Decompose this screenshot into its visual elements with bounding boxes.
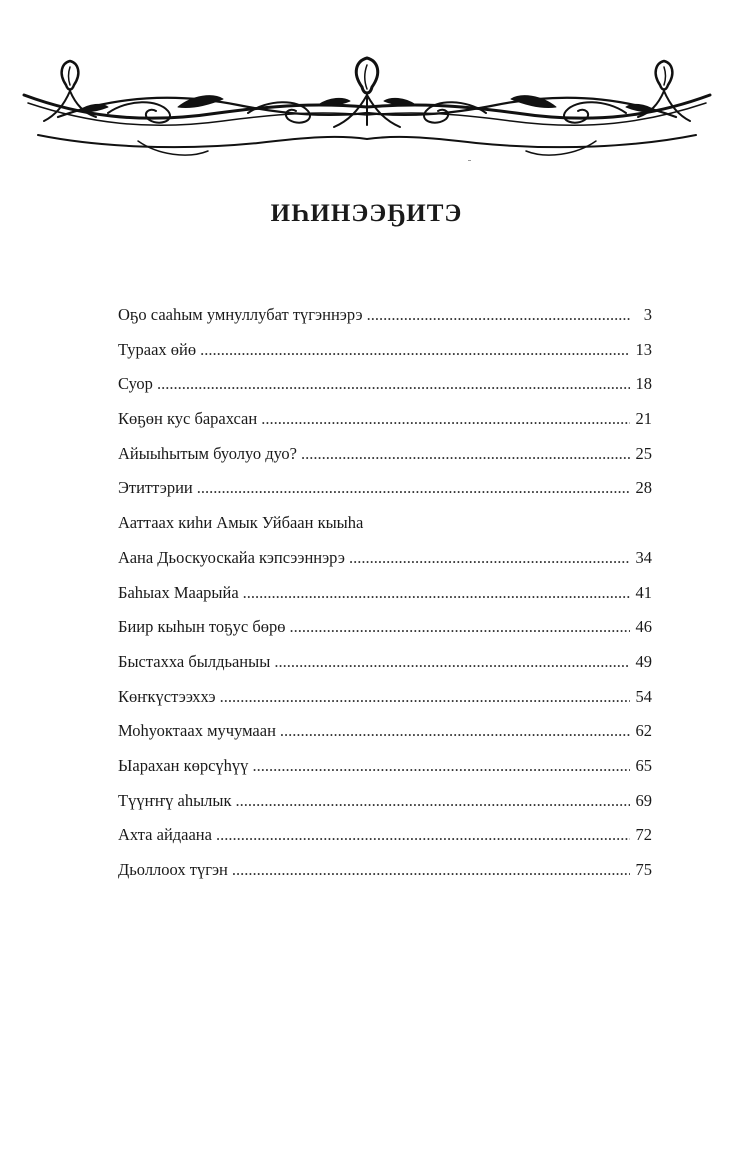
toc-leader-dots — [274, 645, 630, 680]
toc-entry-title: Түүҥҥү аһылык — [118, 790, 232, 810]
toc-leader-dots — [280, 714, 630, 749]
toc-entry — [118, 853, 652, 888]
toc-entry — [118, 610, 652, 645]
toc-entry — [118, 680, 652, 715]
toc-leader-dots — [243, 576, 630, 611]
toc-entry — [118, 437, 652, 472]
toc-leader-dots — [197, 471, 630, 506]
toc-entry-title: Этиттэрии — [118, 478, 193, 498]
toc-entry — [118, 541, 652, 576]
toc-entry-page: 21 — [635, 409, 652, 429]
toc-entry-title: Ыарахан көрсүһүү — [118, 755, 249, 775]
toc-entry-title: Оҕо сааһым умнуллубат түгэннэрэ — [118, 305, 363, 324]
toc-entry-title: Баһыах Маарыйа — [118, 582, 239, 602]
toc-entry-page: 41 — [635, 582, 652, 602]
toc-entry-page: 54 — [635, 686, 652, 706]
toc-entry-page: 28 — [635, 478, 652, 498]
toc-entry-page: 3 — [643, 305, 652, 324]
toc-entry-title: Көҕөн кус барахсан — [118, 409, 258, 429]
toc-leader-dots — [200, 333, 630, 368]
toc-leader-dots — [261, 402, 630, 437]
table-of-contents — [118, 298, 652, 888]
toc-entry-page: 13 — [635, 339, 652, 359]
toc-entry-page: 65 — [635, 755, 652, 775]
toc-leader-dots — [157, 367, 630, 402]
page-title: ИҺИНЭЭҔИТЭ — [270, 200, 463, 227]
toc-entry — [118, 298, 652, 333]
toc-entry-title: Суор — [118, 374, 153, 394]
toc-entry-page: 69 — [635, 790, 652, 810]
toc-entry-title: Дьоллоох түгэн — [118, 860, 228, 879]
ornamental-header-border — [18, 55, 716, 165]
toc-leader-dots — [220, 680, 630, 715]
toc-entry — [118, 749, 652, 784]
toc-leader-dots — [290, 610, 631, 645]
toc-entry-page: 49 — [635, 651, 652, 671]
scan-speck — [468, 160, 471, 161]
toc-entry — [118, 402, 652, 437]
toc-entry-title: Аана Дьоскуоскайа кэпсээннэрэ — [118, 547, 345, 567]
toc-entry — [118, 645, 652, 680]
toc-leader-dots — [252, 749, 630, 784]
toc-leader-dots — [367, 298, 630, 333]
toc-entry-title: Моһуоктаах мучумаан — [118, 721, 276, 741]
toc-entry — [118, 818, 652, 853]
toc-leader-dots — [301, 437, 630, 472]
toc-entry — [118, 714, 652, 749]
toc-entry-title: Көҥкүстээххэ — [118, 686, 216, 706]
toc-entry-title: Биир кыһын тоҕус бөрө — [118, 617, 286, 637]
toc-entry-page: 62 — [635, 721, 652, 741]
toc-entry-title: Айыыһытым буолуо дуо? — [118, 443, 298, 463]
toc-entry-title: Ахта айдаана — [118, 825, 212, 845]
toc-entry-page: 34 — [635, 547, 652, 567]
toc-entry-page: 18 — [635, 374, 652, 394]
toc-leader-dots — [232, 853, 630, 888]
toc-entry-page: 25 — [635, 443, 652, 463]
toc-entry-title: Быстахха былдьаныы — [118, 651, 271, 671]
toc-leader-dots — [236, 784, 630, 819]
toc-leader-dots — [349, 541, 630, 576]
toc-section-heading — [118, 506, 652, 541]
toc-entry-page: 72 — [635, 825, 652, 845]
toc-entry-title: Тураах өйө — [118, 339, 197, 359]
toc-entry — [118, 367, 652, 402]
toc-entry-page: 46 — [635, 617, 652, 637]
toc-entry — [118, 576, 652, 611]
toc-entry-page: 75 — [635, 860, 652, 879]
toc-leader-dots — [216, 818, 630, 853]
toc-entry — [118, 784, 652, 819]
toc-entry — [118, 471, 652, 506]
toc-entry — [118, 333, 652, 368]
toc-entry-title: Ааттаах киһи Амык Уйбаан кыыһа — [118, 513, 364, 533]
